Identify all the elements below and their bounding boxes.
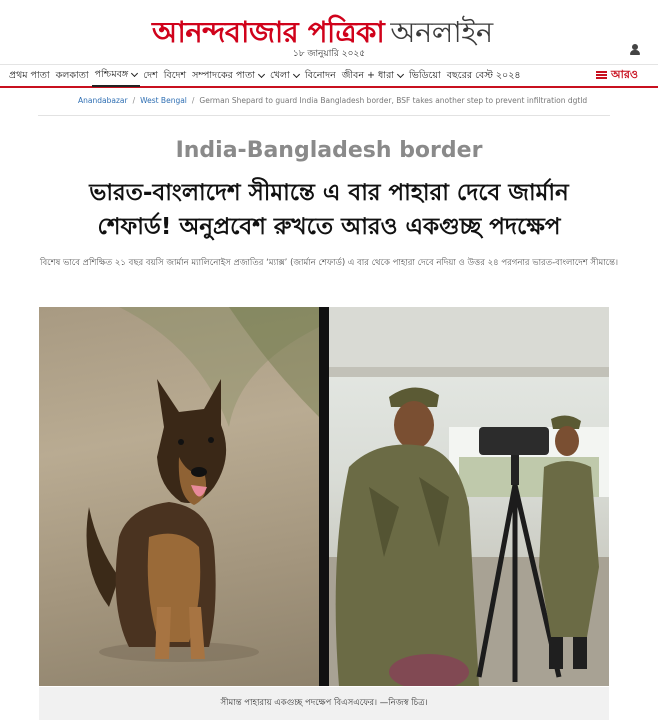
- logo-online-text: অনলাইন: [390, 15, 493, 49]
- nav-item-label: দেশ: [143, 69, 158, 81]
- main-nav: [0, 64, 658, 88]
- nav-item-entertainment[interactable]: [302, 65, 339, 87]
- nav-item-label: সম্পাদকের পাতা: [192, 69, 255, 81]
- article-kicker: India-Bangladesh border: [175, 138, 483, 163]
- nav-item-west-bengal[interactable]: [92, 65, 141, 87]
- nav-item-first-page[interactable]: [6, 65, 53, 87]
- nav-item-label: বছরের বেস্ট ২০২৪: [446, 69, 521, 81]
- nav-item-label: খেলা: [269, 69, 290, 81]
- hamburger-icon: [596, 71, 607, 79]
- chevron-down-icon[interactable]: [293, 71, 300, 78]
- nav-item-world[interactable]: [161, 65, 189, 87]
- nav-item-label: বিদেশ: [163, 69, 187, 81]
- nav-item-sports[interactable]: [267, 65, 302, 87]
- article-photo[interactable]: [39, 307, 609, 686]
- bsf-soldiers-illustration: [329, 307, 609, 686]
- chevron-down-icon[interactable]: [258, 71, 265, 78]
- article-summary: বিশেষ ভাবে প্রশিক্ষিত ২১ বছর বয়সি জার্মান ম্যালিনোইস প্রজাতির ‘ম্যাক্স’ (জার্মান শেফার্ড) এ বার থেকে পাহারা দেবে নদিয়া ও উত্তর ২৪ পরগনার ভারত-বাংলাদেশ সীমান্তে।: [40, 258, 618, 268]
- masthead: [0, 0, 658, 60]
- nav-item-label: জীবন + ধারা: [341, 69, 395, 81]
- nav-item-best-2024[interactable]: [444, 65, 524, 87]
- nav-item-label: বিনোদন: [304, 69, 336, 81]
- nav-item-label: ভিডিয়ো: [409, 69, 441, 81]
- article-headline: ভারত-বাংলাদেশ সীমান্তে এ বার পাহারা দেবে জার্মান শেফার্ড! অনুপ্রবেশ রুখতে আরও একগুচ্ছ পদক্ষেপ: [89, 180, 569, 240]
- nav-item-label: প্রথম পাতা: [9, 69, 50, 81]
- german-shepherd-illustration: [39, 307, 319, 686]
- chevron-down-icon[interactable]: [397, 71, 404, 78]
- breadcrumb-home-link[interactable]: Anandabazar: [78, 96, 128, 105]
- nav-item-kolkata[interactable]: [53, 65, 92, 87]
- breadcrumb-separator: /: [132, 96, 136, 105]
- breadcrumb-separator: /: [191, 96, 195, 105]
- chevron-down-icon[interactable]: [131, 70, 138, 77]
- breadcrumb: [38, 96, 610, 116]
- nav-item-label: পশ্চিমবঙ্গ: [94, 68, 129, 80]
- logo-main-text: আনন্দবাজার পত্রিকা: [152, 15, 385, 49]
- nav-item-label: কলকাতা: [55, 69, 89, 81]
- bsf-photo-panel: [329, 307, 609, 686]
- nav-item-video[interactable]: [406, 65, 444, 87]
- breadcrumb-current: German Shepard to guard India Bangladesh border, BSF takes another step to prevent infiltration dgtld: [199, 96, 588, 105]
- nav-item-india[interactable]: [140, 65, 160, 87]
- current-date: ১৮ জানুয়ারি ২০২৫: [292, 49, 366, 59]
- more-menu-button[interactable]: [596, 64, 638, 86]
- photo-caption: সীমান্ত পাহারায় একগুচ্ছ পদক্ষেপ বিএসএফের। —নিজস্ব চিত্র।: [39, 687, 609, 720]
- breadcrumb-section-link[interactable]: West Bengal: [140, 96, 187, 105]
- user-icon[interactable]: [630, 44, 640, 56]
- nav-item-editorial[interactable]: [189, 65, 267, 87]
- dog-photo-panel: [39, 307, 319, 686]
- nav-item-lifestyle[interactable]: [339, 65, 406, 87]
- more-label: আরও: [611, 67, 638, 81]
